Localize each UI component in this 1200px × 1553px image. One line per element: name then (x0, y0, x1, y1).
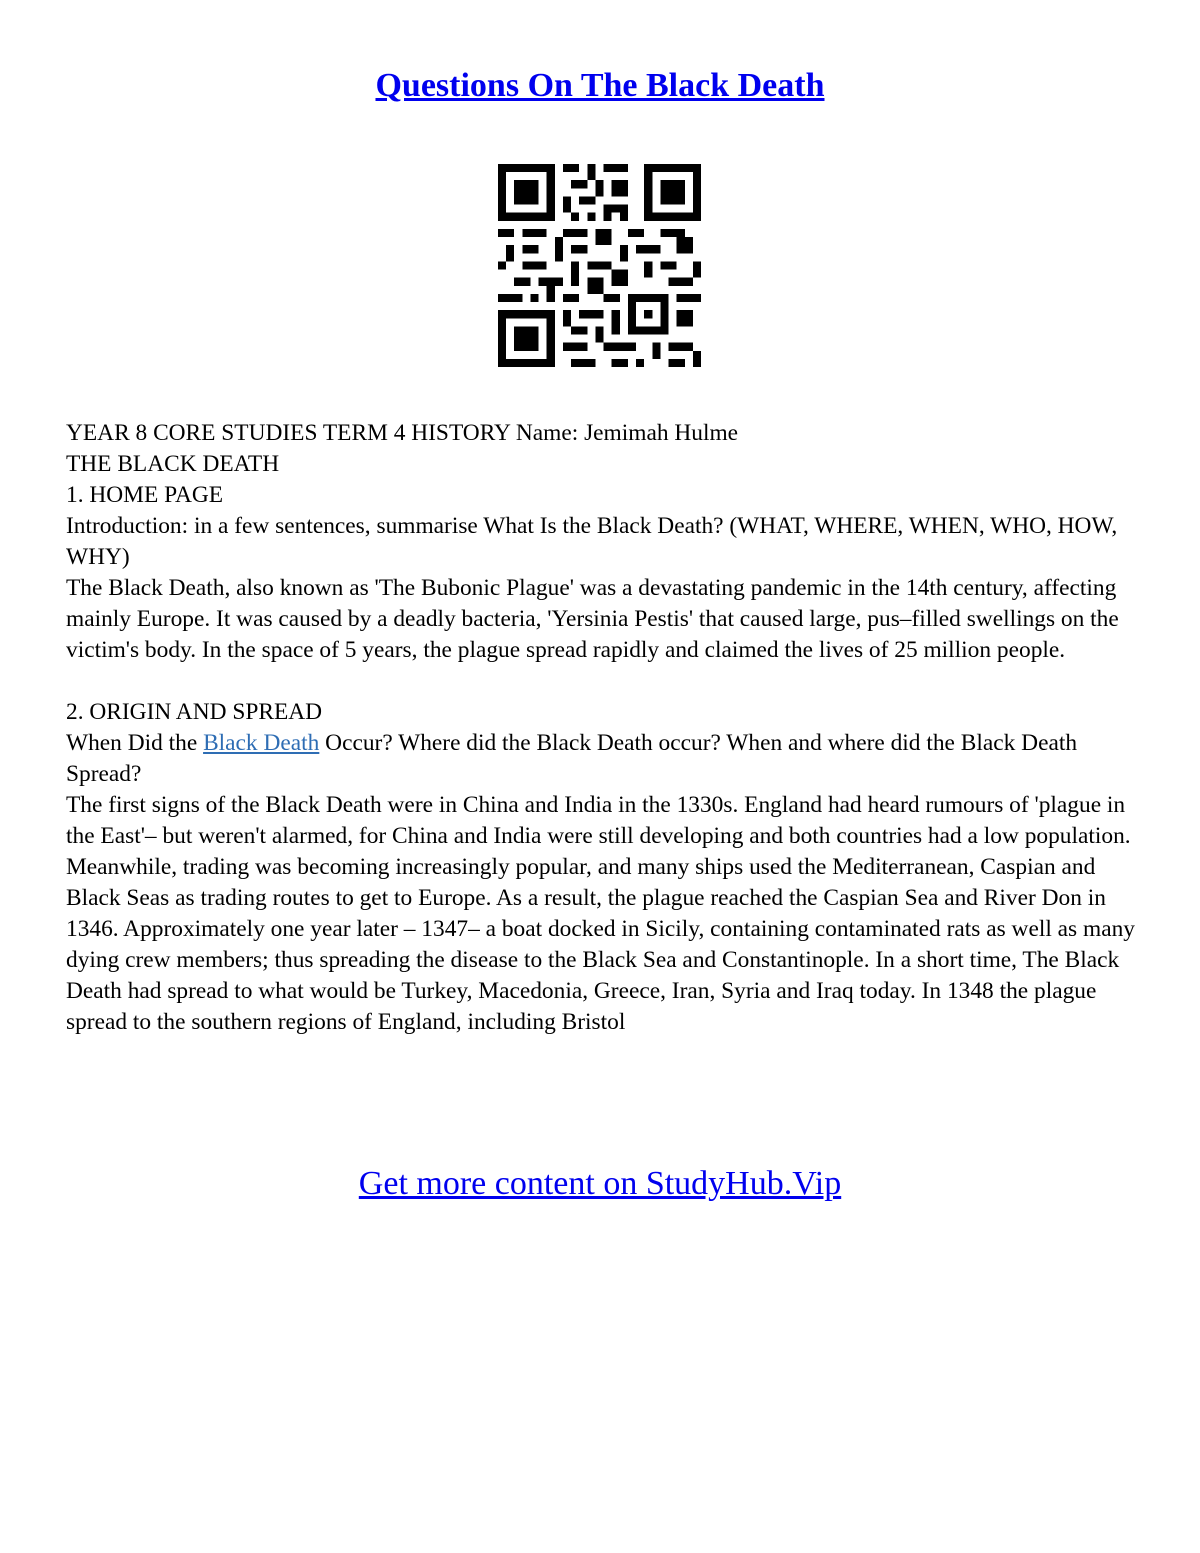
section2-paragraph-1: The first signs of the Black Death were in China and India in the 1330s. England had heard rumours of 'plague in the East'– but weren't alarmed, for China and India were still developing and both countries had a low population. (66, 792, 1131, 849)
section2-paragraph-2: Meanwhile, trading was becoming increasingly popular, and many ships used the Mediterranean, Caspian and Black Seas as trading routes to get to Europe. As a result, the plague reached the Caspian Sea and River Don in 1346. Approximately one year later – 1347– a boat docked in Sicily, containing contaminated rats as well as many dying crew members; thus spreading the disease to the Black Sea and Constantinople. In a short time, The Black Death had spread to what would be Turkey, Macedonia, Greece, Iran, Syria and Iraq today. In 1348 the plague spread to the southern regions of England, including Bristol (66, 854, 1135, 1035)
footer (0, 1160, 1200, 1208)
black-death-link[interactable]: Black Death (203, 730, 320, 756)
section1-heading: 1. HOME PAGE (66, 482, 224, 508)
studyhub-link[interactable]: Get more content on StudyHub.Vip (358, 1165, 842, 1202)
qr-code-icon (498, 164, 701, 367)
page-title (0, 62, 1200, 110)
section2-prompt-before: When Did the (66, 730, 204, 756)
title-link[interactable]: Questions On The Black Death (375, 67, 825, 104)
subject-heading: THE BLACK DEATH (66, 451, 280, 477)
header-line: YEAR 8 CORE STUDIES TERM 4 HISTORY Name: Jemimah Hulme (66, 420, 739, 446)
section2-heading: 2. ORIGIN AND SPREAD (66, 699, 323, 725)
section1-answer: The Black Death, also known as 'The Bubonic Plague' was a devastating pandemic in the 14th century, affecting mainly Europe. It was caused by a deadly bacteria, 'Yersinia Pestis' that caused large, pus–filled swellings on the victim's body. In the space of 5 years, the plague spread rapidly and claimed the lives of 25 million people. (66, 575, 1119, 663)
section1-prompt: Introduction: in a few sentences, summarise What Is the Black Death? (WHAT, WHERE, WHEN, WHO, HOW, WHY) (66, 513, 1118, 570)
document-body (66, 418, 1146, 1038)
paragraph-gap (66, 666, 1146, 697)
section2-prompt-after: Occur? Where did the Black Death occur? When and where did the Black Death Spread? (66, 730, 1078, 787)
section2-prompt (66, 728, 1146, 790)
